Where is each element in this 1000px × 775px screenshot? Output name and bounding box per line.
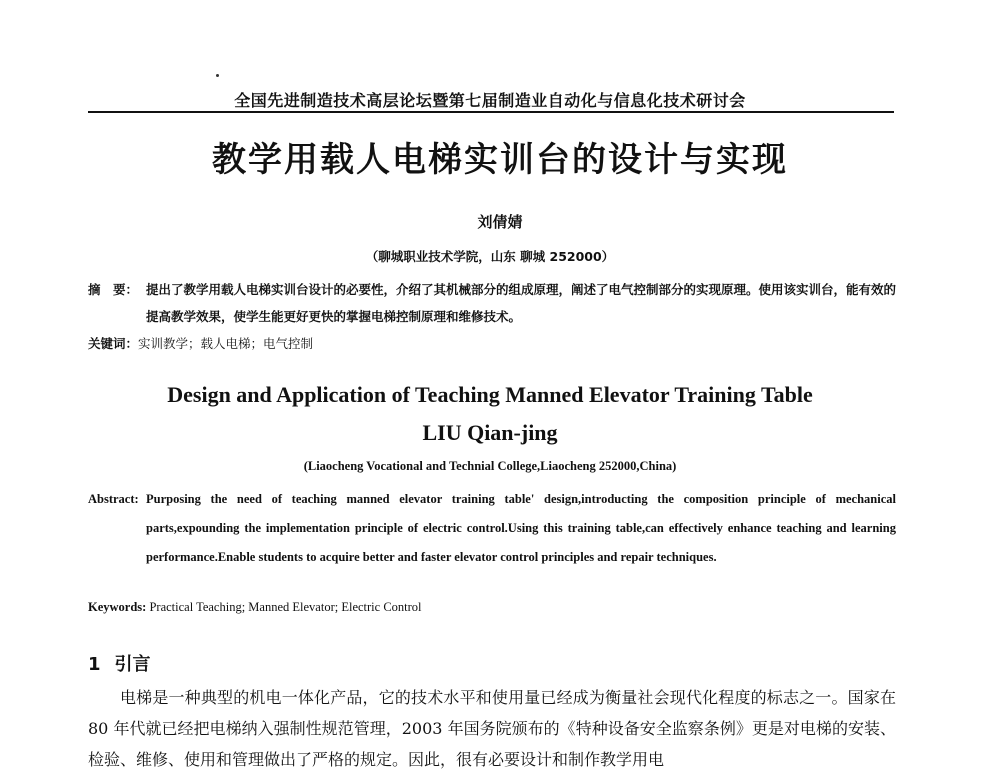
keywords-en-label: Keywords:: [88, 600, 147, 614]
header-rule: [88, 111, 894, 113]
conference-header: 全国先进制造技术高层论坛暨第七届制造业自动化与信息化技术研讨会: [234, 91, 746, 110]
abstract-en-text: Purposing the need of teaching manned elevator training table' design,introducting the composition principle of mechanical parts,expounding the implementation principle of electric control.Using this training table,can effectively enhance teaching and learning performance.Enable students to acquire better and faster elevator control principles and repair techniques.: [146, 492, 896, 564]
paper-title-cn: 教学用载人电梯实训台的设计与实现: [212, 140, 788, 180]
section-heading: [88, 650, 151, 676]
section-paragraph: 电梯是一种典型的机电一体化产品，它的技术水平和使用量已经成为衡量社会现代化程度的标志之一。国家在 80 年代就已经把电梯纳入强制性规范管理，2003 年国务院颁布的《特种设备安全监察条例》更是对电梯的安装、检验、维修、使用和管理做出了严格的规定。因此，很有必要设计和制作教学用电: [88, 688, 896, 769]
section-number: 1: [88, 654, 101, 675]
keywords-cn-text: 实训教学；载人电梯；电气控制: [138, 336, 314, 351]
paper-title-en: Design and Application of Teaching Manned Elevator Training Table: [167, 382, 813, 407]
author-cn: 刘倩婧: [477, 213, 523, 231]
scan-speck: [216, 74, 219, 77]
author-en: LIU Qian-jing: [422, 420, 558, 445]
section-title: 引言: [114, 654, 151, 675]
keywords-cn-label: 关键词：: [88, 336, 139, 351]
abstract-en-label: Abstract:: [88, 492, 139, 506]
keywords-en: [88, 600, 888, 615]
abstract-cn-text: 提出了教学用载人电梯实训台设计的必要性，介绍了其机械部分的组成原理，阐述了电气控制部分的实现原理。使用该实训台，能有效的提高教学效果，使学生能更好更快的掌握电梯控制原理和维修技术。: [146, 282, 897, 324]
affiliation-cn: （聊城职业技术学院，山东 聊城 252000）: [365, 249, 615, 264]
keywords-cn: [88, 334, 888, 352]
affiliation-en: (Liaocheng Vocational and Technial College,Liaocheng 252000,China): [303, 459, 677, 473]
keywords-en-text: Practical Teaching; Manned Elevator; Electric Control: [149, 600, 422, 614]
abstract-cn-label: 摘 要：: [88, 282, 139, 297]
